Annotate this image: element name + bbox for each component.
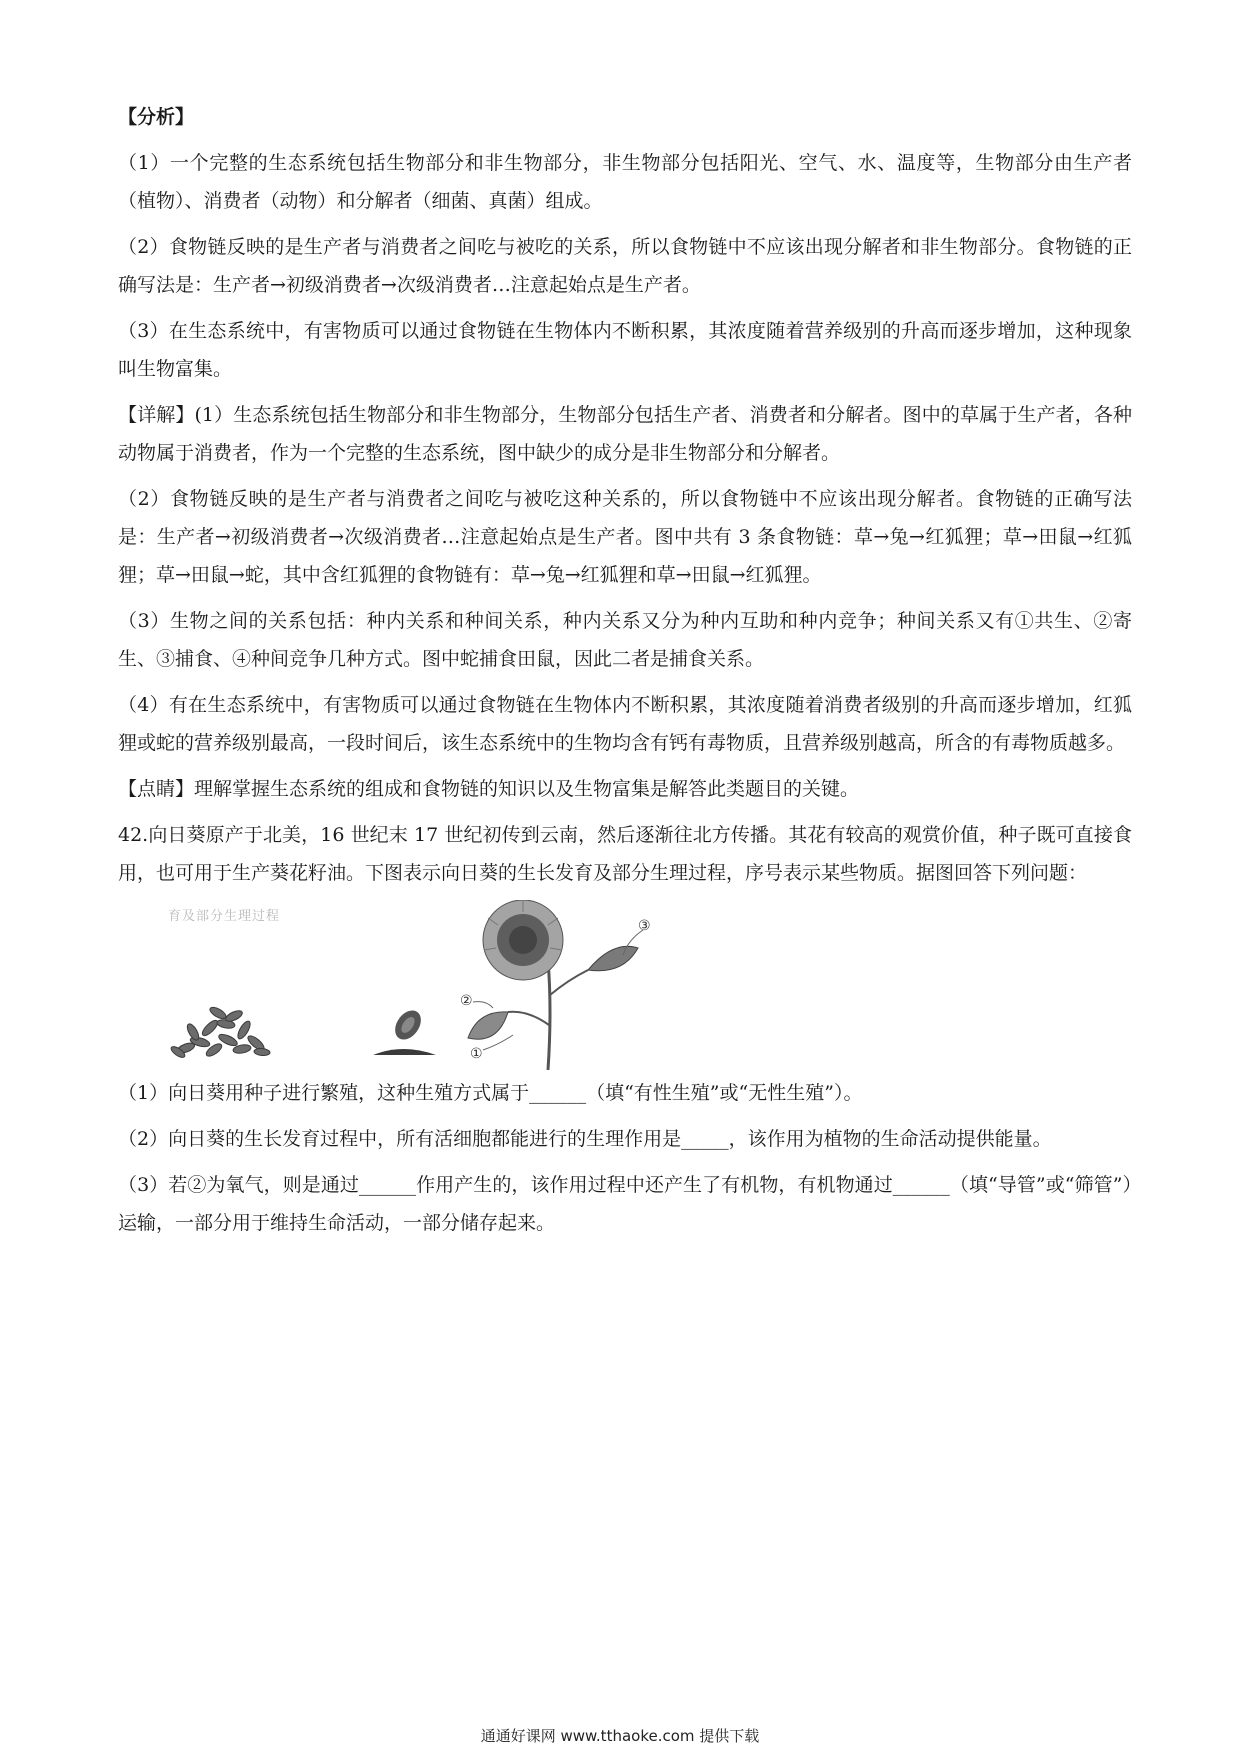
sunflower-figure — [168, 900, 868, 1070]
detail-paragraph-1: 【详解】(1）生态系统包括生物部分和非生物部分，生物部分包括生产者、消费者和分解者。图中的草属于生产者，各种动物属于消费者，作为一个完整的生态系统，图中缺少的成分是非生物部分和分解者。 — [118, 404, 1132, 464]
analysis-paragraph-3: （3）在生态系统中，有害物质可以通过食物链在生物体内不断积累，其浓度随着营养级别的升高而逐步增加，这种现象叫生物富集。 — [118, 320, 1132, 380]
marker-3: ③ — [638, 918, 651, 934]
seed-pile-icon — [169, 1005, 270, 1059]
figure-header-fragment: 育及部分生理过程 — [168, 909, 281, 924]
analysis-paragraph-2: （2）食物链反映的是生产者与消费者之间吃与被吃的关系，所以食物链中不应该出现分解者和非生物部分。食物链的正确写法是：生产者→初级消费者→次级消费者…注意起始点是生产者。 — [118, 236, 1132, 296]
document-body — [118, 98, 1132, 1250]
page-footer: 通通好课网 www.tthaoke.com 提供下载 — [480, 1727, 760, 1745]
question-42-sub-1: （1）向日葵用种子进行繁殖，这种生殖方式属于______（填“有性生殖”或“无性生殖”）。 — [118, 1082, 863, 1104]
analysis-paragraph-1: （1）一个完整的生态系统包括生物部分和非生物部分，非生物部分包括阳光、空气、水、温度等，生物部分由生产者（植物）、消费者（动物）和分解者（细菌、真菌）组成。 — [118, 152, 1132, 212]
analysis-heading: 【分析】 — [118, 106, 195, 128]
detail-paragraph-4: （4）有在生态系统中，有害物质可以通过食物链在生物体内不断积累，其浓度随着消费者级别的升高而逐步增加，红狐狸或蛇的营养级别最高，一段时间后，该生态系统中的生物均含有钙有毒物质，且营养级别越高，所含的有毒物质越多。 — [118, 694, 1132, 754]
detail-paragraph-2: （2）食物链反映的是生产者与消费者之间吃与被吃这种关系的，所以食物链中不应该出现分解者。食物链的正确写法是：生产者→初级消费者→次级消费者…注意起始点是生产者。图中共有 3 条食物链：草→兔→红狐狸；草→田鼠→红狐狸；草→田鼠→蛇，其中含红狐狸的食物链有：草→兔→红狐狸和草→田鼠→红狐狸。 — [118, 488, 1132, 586]
question-42-sub-2: （2）向日葵的生长发育过程中，所有活细胞都能进行的生理作用是_____，该作用为植物的生命活动提供能量。 — [118, 1128, 1052, 1150]
detail-paragraph-3: （3）生物之间的关系包括：种内关系和种间关系，种内关系又分为种内互助和种内竞争；种间关系又有①共生、②寄生、③捕食、④种间竞争几种方式。图中蛇捕食田鼠，因此二者是捕食关系。 — [118, 610, 1132, 670]
question-42-sub-3: （3）若②为氧气，则是通过______作用产生的，该作用过程中还产生了有机物，有机物通过______（填“导管”或“筛管”）运输，一部分用于维持生命活动，一部分储存起来。 — [118, 1174, 1132, 1234]
sunflower-plant-icon — [468, 900, 638, 1070]
comment-paragraph: 【点睛】理解掌握生态系统的组成和食物链的知识以及生物富集是解答此类题目的关键。 — [118, 778, 860, 800]
sunflower-illustration — [168, 900, 868, 1070]
germinating-seed-icon — [373, 1006, 436, 1055]
question-42-stem: 42.向日葵原产于北美，16 世纪末 17 世纪初传到云南，然后逐渐往北方传播。其花有较高的观赏价值，种子既可直接食用，也可用于生产葵花籽油。下图表示向日葵的生长发育及部分生理过程，序号表示某些物质。据图回答下列问题： — [118, 824, 1132, 884]
marker-2: ② — [460, 993, 473, 1009]
marker-1: ① — [470, 1046, 483, 1062]
